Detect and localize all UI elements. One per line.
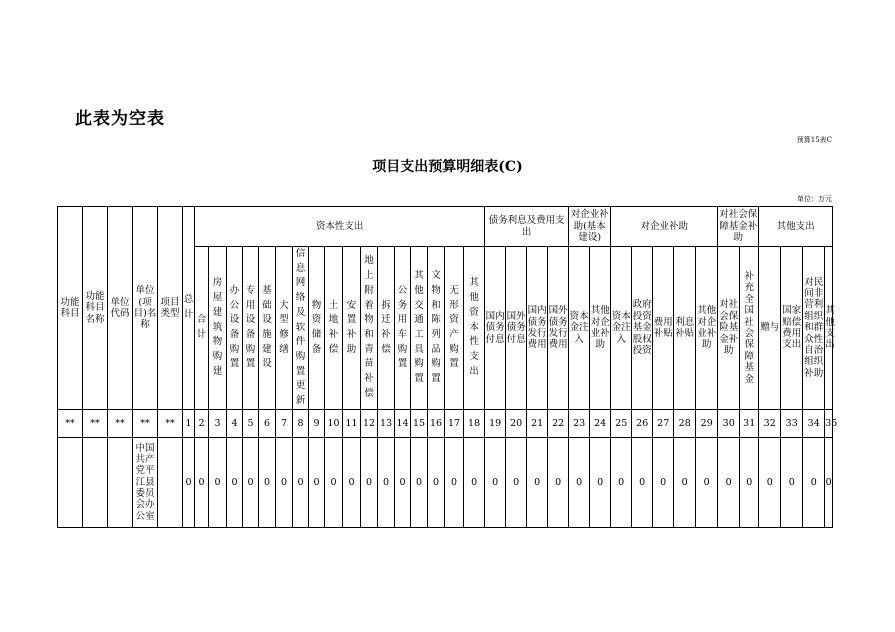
header-subtotal: 合计 <box>195 247 209 410</box>
index-number: 35 <box>825 409 833 437</box>
index-number: 14 <box>395 409 411 437</box>
cell-unit-code <box>108 437 133 527</box>
header-capital-item: 专用设备购置 <box>243 247 259 410</box>
header-social-security-item: 补充全国社会保障基金 <box>740 247 759 410</box>
index-number: 28 <box>674 409 696 437</box>
cell-func-subject <box>58 437 83 527</box>
header-capital-item: 安置补助 <box>343 247 361 410</box>
unit-label: 单位：万元 <box>797 195 832 203</box>
index-number: 12 <box>361 409 378 437</box>
index-number: 5 <box>243 409 259 437</box>
cell-value: 0 <box>309 437 325 527</box>
header-func-subject: 功能科目 <box>58 207 83 410</box>
index-number: 11 <box>343 409 361 437</box>
index-number: 25 <box>611 409 632 437</box>
index-mark: ** <box>133 409 158 437</box>
page-note: 此表为空表 <box>75 109 165 129</box>
cell-value: 0 <box>243 437 259 527</box>
header-unit-name: 单位(项目)名称 <box>133 207 158 410</box>
cell-value: 0 <box>276 437 293 527</box>
index-row <box>58 409 833 437</box>
cell-value: 0 <box>445 437 464 527</box>
cell-value: 0 <box>343 437 361 527</box>
header-func-subject-name: 功能科目名称 <box>83 207 108 410</box>
header-capital-item: 无形资产购置 <box>445 247 464 410</box>
header-group-capital: 资本性支出 <box>195 207 485 247</box>
header-debt-item: 国内债务发行费用 <box>527 247 548 410</box>
cell-value: 0 <box>590 437 611 527</box>
index-number: 32 <box>759 409 781 437</box>
cell-value: 0 <box>378 437 395 527</box>
header-total: 总计 <box>183 207 195 410</box>
cell-value: 0 <box>611 437 632 527</box>
index-number: 21 <box>527 409 548 437</box>
header-capital-item: 基础设施建设 <box>259 247 276 410</box>
cell-value: 0 <box>485 437 506 527</box>
index-number: 24 <box>590 409 611 437</box>
cell-value: 0 <box>227 437 243 527</box>
cell-value: 0 <box>548 437 569 527</box>
index-mark: ** <box>158 409 183 437</box>
cell-value: 0 <box>293 437 309 527</box>
index-mark: ** <box>58 409 83 437</box>
cell-value: 0 <box>259 437 276 527</box>
header-capital-item: 办公设备购置 <box>227 247 243 410</box>
cell-value: 0 <box>195 437 209 527</box>
cell-value: 0 <box>759 437 781 527</box>
header-capital-item: 信息网络及软件购置更新 <box>293 247 309 410</box>
header-project-type: 项目类型 <box>158 207 183 410</box>
index-number: 1 <box>183 409 195 437</box>
header-capital-item: 其他交通工具购置 <box>411 247 428 410</box>
index-number: 22 <box>548 409 569 437</box>
header-enterprise-item: 其他对企业补助 <box>696 247 718 410</box>
header-other-item: 国家赔偿费用支出 <box>781 247 803 410</box>
header-enterprise-item: 资本金注入 <box>611 247 632 410</box>
header-capital-item: 房屋建筑物购建 <box>209 247 227 410</box>
index-number: 19 <box>485 409 506 437</box>
header-enterprise-item: 费用补贴 <box>653 247 674 410</box>
header-capital-item: 公务用车购置 <box>395 247 411 410</box>
header-debt-item: 国外债务发行费用 <box>548 247 569 410</box>
header-debt-item: 国内债务付息 <box>485 247 506 410</box>
header-group-other: 其他支出 <box>759 207 833 247</box>
header-capital-item: 文物和陈列品购置 <box>428 247 445 410</box>
index-number: 23 <box>569 409 590 437</box>
form-code: 预算15表C <box>796 136 832 144</box>
cell-value: 0 <box>395 437 411 527</box>
index-number: 17 <box>445 409 464 437</box>
index-number: 26 <box>632 409 653 437</box>
cell-value: 0 <box>183 437 195 527</box>
index-number: 9 <box>309 409 325 437</box>
cell-value: 0 <box>506 437 527 527</box>
index-number: 20 <box>506 409 527 437</box>
index-number: 29 <box>696 409 718 437</box>
header-enterprise-item: 利息补贴 <box>674 247 696 410</box>
index-number: 16 <box>428 409 445 437</box>
cell-value: 0 <box>209 437 227 527</box>
cell-value: 0 <box>464 437 485 527</box>
cell-project-type <box>158 437 183 527</box>
index-number: 7 <box>276 409 293 437</box>
cell-unit-name: 中国共产党平江县委员会办公室 <box>133 437 158 527</box>
index-number: 31 <box>740 409 759 437</box>
index-number: 13 <box>378 409 395 437</box>
header-group-enterprise: 对企业补助 <box>611 207 718 247</box>
header-enterprise-capital-item: 其他对企业补助 <box>590 247 611 410</box>
index-number: 15 <box>411 409 428 437</box>
index-number: 3 <box>209 409 227 437</box>
cell-value: 0 <box>428 437 445 527</box>
header-capital-item: 拆迁补偿 <box>378 247 395 410</box>
cell-value: 0 <box>527 437 548 527</box>
header-group-social-security: 对社会保障基金补助 <box>718 207 759 247</box>
project-expenditure-table <box>57 206 838 528</box>
index-number: 4 <box>227 409 243 437</box>
index-number: 30 <box>718 409 740 437</box>
index-number: 34 <box>803 409 825 437</box>
header-capital-item: 其他资本性支出 <box>464 247 485 410</box>
cell-func-subject-name <box>83 437 108 527</box>
header-group-enterprise-capital: 对企业补助(基本建设) <box>569 207 611 247</box>
header-social-security-item: 对社会保险基金补助 <box>718 247 740 410</box>
index-mark: ** <box>83 409 108 437</box>
cell-value: 0 <box>740 437 759 527</box>
cell-value: 0 <box>781 437 803 527</box>
header-enterprise-item: 政府投资基金股权投资 <box>632 247 653 410</box>
cell-value: 0 <box>825 437 833 527</box>
header-other-item: 对民间非营利组织和群众性自治组织补助 <box>803 247 825 410</box>
index-number: 2 <box>195 409 209 437</box>
header-other-item: 赠与 <box>759 247 781 410</box>
index-number: 18 <box>464 409 485 437</box>
cell-value: 0 <box>803 437 825 527</box>
cell-value: 0 <box>696 437 718 527</box>
header-capital-item: 大型修缮 <box>276 247 293 410</box>
cell-value: 0 <box>569 437 590 527</box>
index-number: 8 <box>293 409 309 437</box>
index-number: 10 <box>325 409 343 437</box>
cell-value: 0 <box>674 437 696 527</box>
header-unit-code: 单位代码 <box>108 207 133 410</box>
header-debt-item: 国外债务付息 <box>506 247 527 410</box>
header-capital-item: 地上附着物和青苗补偿 <box>361 247 378 410</box>
index-mark: ** <box>108 409 133 437</box>
header-enterprise-capital-item: 资本金注入 <box>569 247 590 410</box>
cell-value: 0 <box>361 437 378 527</box>
cell-value: 0 <box>411 437 428 527</box>
table-row <box>58 437 833 527</box>
index-number: 27 <box>653 409 674 437</box>
header-capital-item: 物资储备 <box>309 247 325 410</box>
header-capital-item: 土地补偿 <box>325 247 343 410</box>
cell-value: 0 <box>632 437 653 527</box>
cell-value: 0 <box>653 437 674 527</box>
cell-value: 0 <box>325 437 343 527</box>
header-other-item: 其他支出 <box>825 247 833 410</box>
header-group-debt: 债务利息及费用支出 <box>485 207 569 247</box>
document-title: 项目支出预算明细表(C) <box>372 159 523 175</box>
cell-value: 0 <box>718 437 740 527</box>
index-number: 33 <box>781 409 803 437</box>
index-number: 6 <box>259 409 276 437</box>
